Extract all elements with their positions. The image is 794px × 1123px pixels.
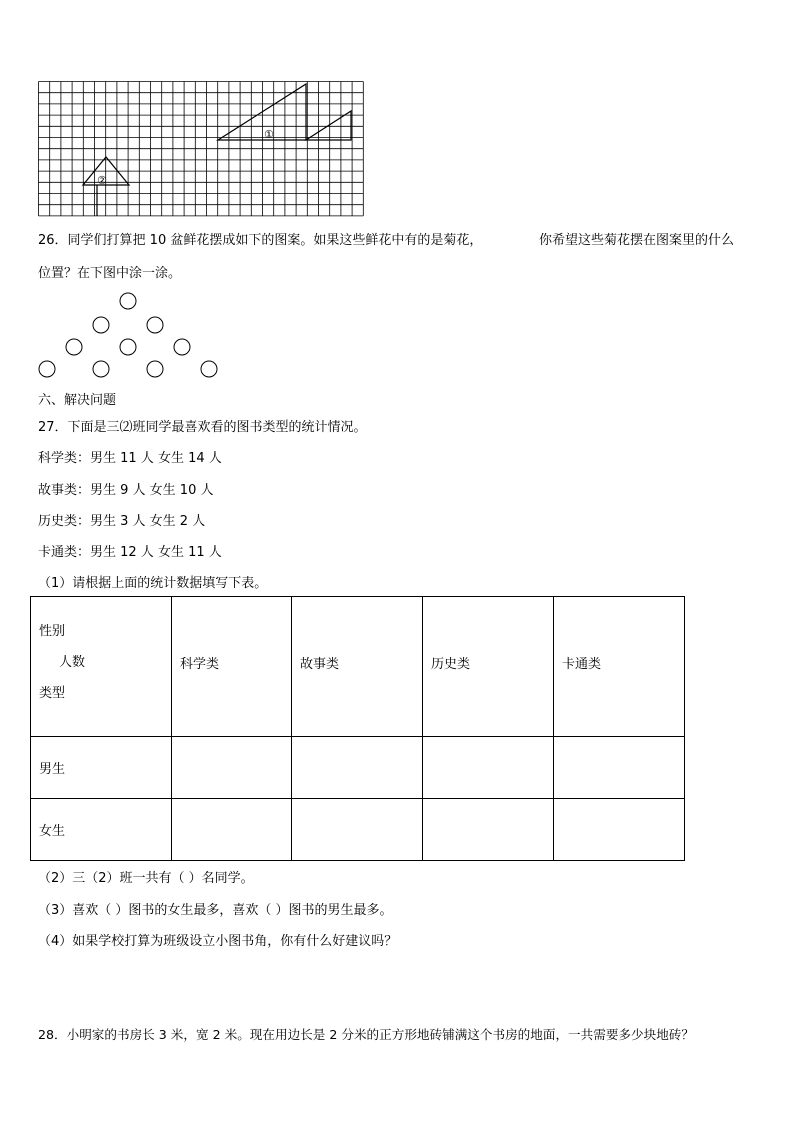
q26-line1-part2: 你希望这些菊花摆在图案里的什么 <box>539 233 735 248</box>
q27-intro: 27．下面是三⑵班同学最喜欢看的图书类型的统计情况。 <box>38 420 367 435</box>
table-row-header: 男生 <box>31 737 172 799</box>
statistics-table <box>30 596 685 861</box>
q27-data-line: 故事类：男生 9 人 女生 10 人 <box>38 483 214 498</box>
grid-figure <box>38 81 368 217</box>
q26-line2: 位置？在下图中涂一涂。 <box>38 266 182 281</box>
q27-data-line: 历史类：男生 3 人 女生 2 人 <box>38 514 206 529</box>
table-cell[interactable] <box>423 799 554 861</box>
flower-circle[interactable] <box>39 361 55 377</box>
label-2: ② <box>97 174 107 187</box>
table-column-header: 卡通类 <box>554 597 685 737</box>
table-column-header: 历史类 <box>423 597 554 737</box>
table-cell[interactable] <box>172 799 292 861</box>
flower-circle[interactable] <box>93 317 109 333</box>
flower-circle[interactable] <box>201 361 217 377</box>
table-cell[interactable] <box>172 737 292 799</box>
q27-sub4: （4）如果学校打算为班级设立小图书角，你有什么好建议吗？ <box>38 934 398 949</box>
corner-label-gender: 性别 <box>39 624 66 639</box>
table-corner-cell <box>31 597 172 737</box>
table-cell[interactable] <box>554 737 685 799</box>
q27-data-line: 科学类：男生 11 人 女生 14 人 <box>38 451 222 466</box>
q26-line1-part1: 26．同学们打算把 10 盆鲜花摆成如下的图案。如果这些鲜花中有的是菊花， <box>38 233 483 248</box>
table-column-header: 科学类 <box>172 597 292 737</box>
flower-circle[interactable] <box>120 339 136 355</box>
q27-data-line: 卡通类：男生 12 人 女生 11 人 <box>38 545 222 560</box>
table-cell[interactable] <box>554 799 685 861</box>
corner-label-count: 人数 <box>59 655 86 670</box>
q27-sub1: （1）请根据上面的统计数据填写下表。 <box>38 576 268 591</box>
table-header-row <box>31 597 685 737</box>
flower-circle[interactable] <box>120 293 136 309</box>
flower-circle[interactable] <box>66 339 82 355</box>
table-row <box>31 799 685 861</box>
table-column-header: 故事类 <box>292 597 423 737</box>
section-title: 六、解决问题 <box>38 393 117 408</box>
q28-text: 28．小明家的书房长 3 米，宽 2 米。现在用边长是 2 分米的正方形地砖铺满这个书房的地面，一共需要多少块地砖？ <box>38 1027 694 1042</box>
table-cell[interactable] <box>292 799 423 861</box>
table-row <box>31 737 685 799</box>
flower-circle[interactable] <box>174 339 190 355</box>
table-cell[interactable] <box>292 737 423 799</box>
flower-circle[interactable] <box>147 361 163 377</box>
q27-sub2: （2）三（2）班一共有（ ）名同学。 <box>38 871 254 886</box>
flower-circle[interactable] <box>147 317 163 333</box>
label-1: ① <box>264 128 274 141</box>
table-cell[interactable] <box>423 737 554 799</box>
flower-pattern <box>36 291 226 381</box>
corner-label-type: 类型 <box>39 686 66 701</box>
table-row-header: 女生 <box>31 799 172 861</box>
flower-circle[interactable] <box>93 361 109 377</box>
q27-sub3: （3）喜欢（ ）图书的女生最多，喜欢（ ）图书的男生最多。 <box>38 903 393 918</box>
